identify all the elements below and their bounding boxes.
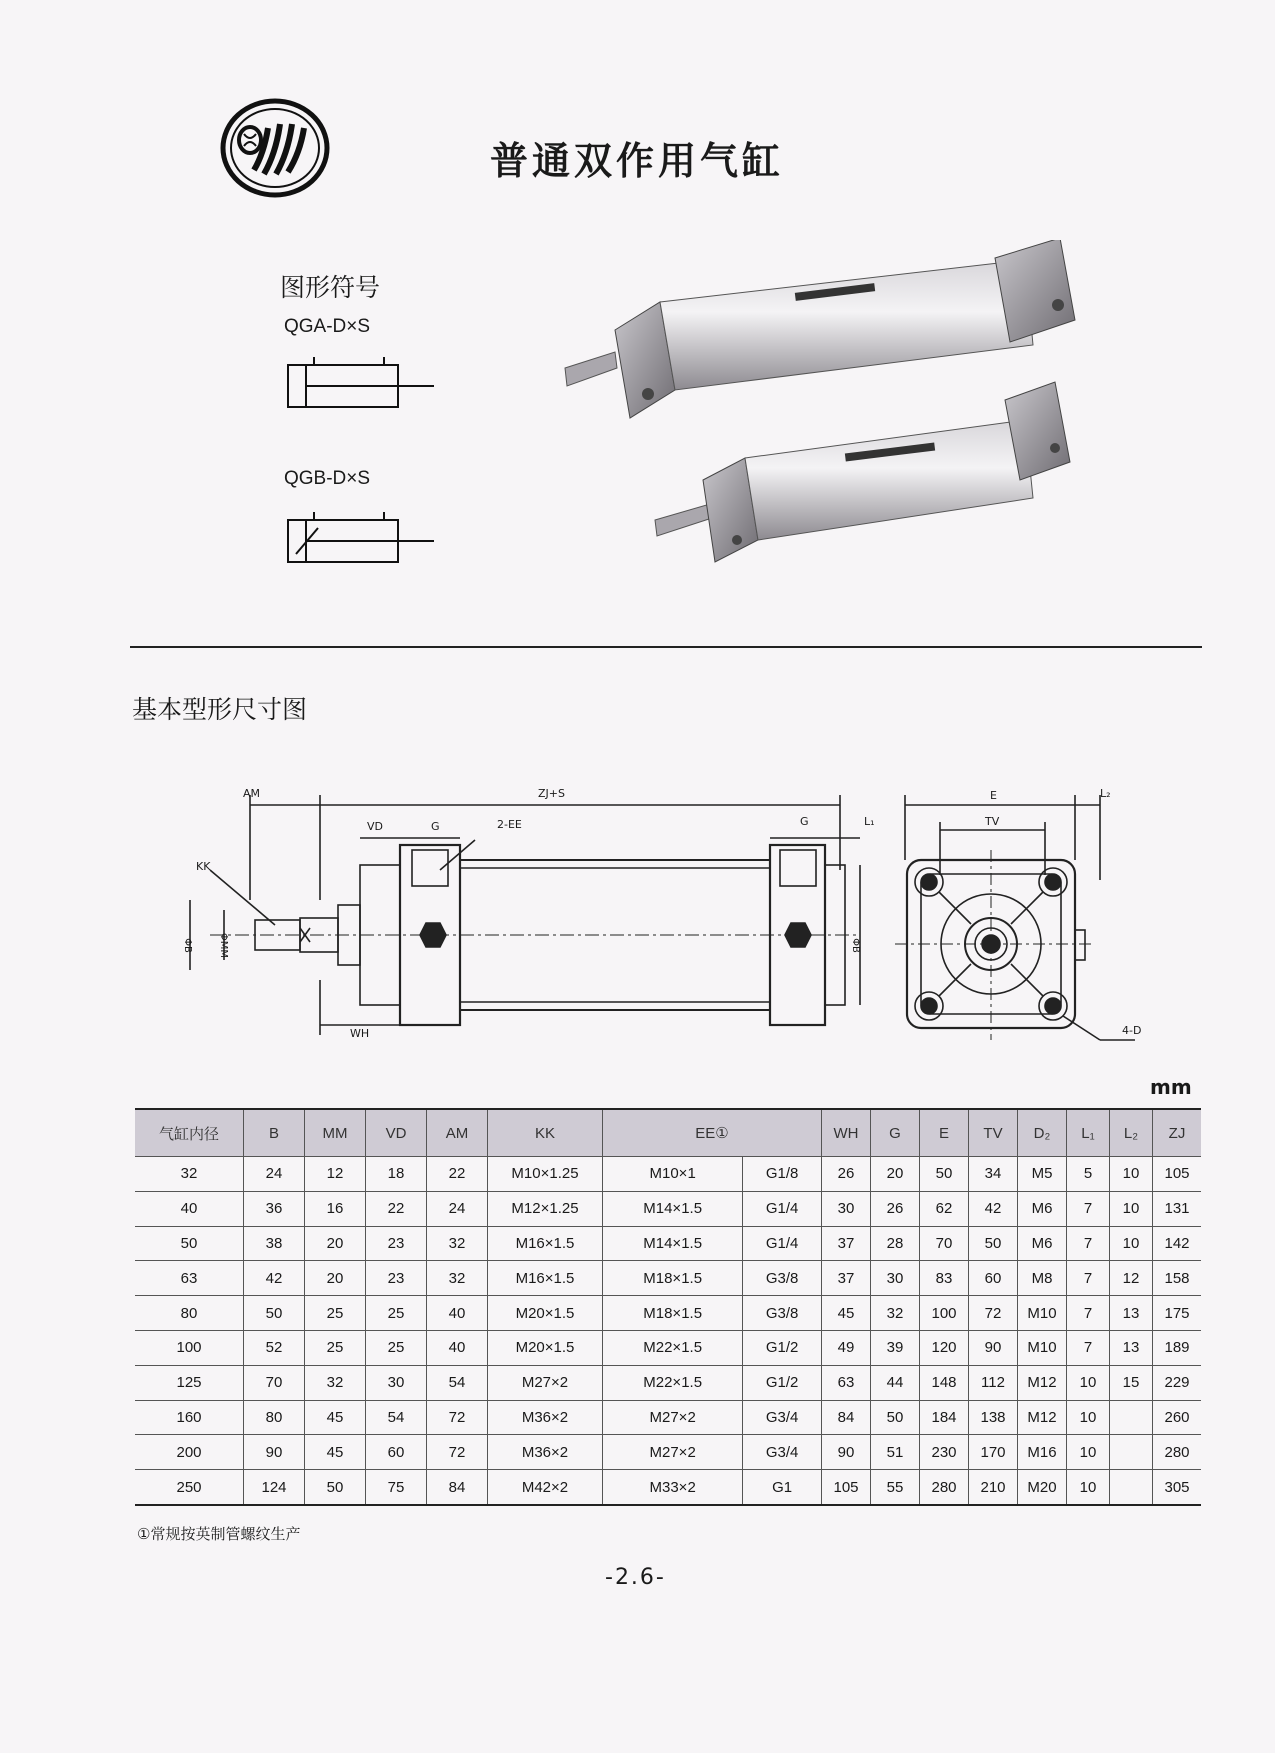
table-cell: 70 — [920, 1226, 969, 1261]
dim-e: E — [990, 789, 997, 802]
table-cell: 10 — [1067, 1400, 1110, 1435]
table-cell: 20 — [871, 1157, 920, 1192]
dim-wh: WH — [350, 1027, 370, 1040]
table-cell: 200 — [135, 1435, 244, 1470]
dim-kk: KK — [196, 860, 211, 873]
dim-phi-b-rear: ΦB — [849, 938, 861, 953]
table-row — [135, 1435, 1201, 1470]
table-cell: 7 — [1067, 1226, 1110, 1261]
table-cell: M10 — [1018, 1296, 1067, 1331]
table-cell: G3/4 — [743, 1400, 822, 1435]
table-cell: M14×1.5 — [603, 1226, 743, 1261]
table-cell: 30 — [822, 1191, 871, 1226]
dim-vd: VD — [367, 820, 383, 833]
table-cell: G3/8 — [743, 1296, 822, 1331]
table-cell: 105 — [822, 1470, 871, 1505]
table-cell: 72 — [969, 1296, 1018, 1331]
table-cell: 7 — [1067, 1261, 1110, 1296]
table-cell: 25 — [366, 1330, 427, 1365]
table-cell — [1110, 1400, 1153, 1435]
dim-2-ee: 2-EE — [497, 818, 522, 831]
table-cell: 16 — [305, 1191, 366, 1226]
dim-l2: L₂ — [1100, 787, 1111, 800]
table-cell: 36 — [244, 1191, 305, 1226]
table-cell: M27×2 — [488, 1365, 603, 1400]
table-cell: 24 — [427, 1191, 488, 1226]
dim-4-d: 4-D — [1122, 1024, 1142, 1037]
table-cell: 49 — [822, 1330, 871, 1365]
col-d2: D₂ — [1018, 1109, 1067, 1157]
table-cell: 40 — [427, 1296, 488, 1331]
table-cell: 32 — [871, 1296, 920, 1331]
table-cell: 32 — [305, 1365, 366, 1400]
table-cell: 84 — [822, 1400, 871, 1435]
table-cell: 42 — [969, 1191, 1018, 1226]
table-cell: 50 — [969, 1226, 1018, 1261]
table-cell: 184 — [920, 1400, 969, 1435]
dim-g-rear: G — [800, 815, 809, 828]
table-cell: M6 — [1018, 1226, 1067, 1261]
table-cell: M42×2 — [488, 1470, 603, 1505]
page-title: 普通双作用气缸 — [490, 139, 785, 183]
table-cell: 37 — [822, 1226, 871, 1261]
table-cell: 280 — [1153, 1435, 1202, 1470]
table-cell: 42 — [244, 1261, 305, 1296]
col-wh: WH — [822, 1109, 871, 1157]
table-cell: M12 — [1018, 1365, 1067, 1400]
symbols-heading: 图形符号 — [280, 273, 381, 302]
table-cell: 189 — [1153, 1330, 1202, 1365]
page-number: -2.6- — [605, 1565, 666, 1590]
table-cell: 170 — [969, 1435, 1018, 1470]
table-cell: G3/4 — [743, 1435, 822, 1470]
table-cell: 63 — [135, 1261, 244, 1296]
table-cell: 25 — [305, 1296, 366, 1331]
table-cell: 26 — [871, 1191, 920, 1226]
table-cell: 22 — [427, 1157, 488, 1192]
table-row — [135, 1400, 1201, 1435]
table-row — [135, 1261, 1201, 1296]
table-cell: G1/2 — [743, 1330, 822, 1365]
table-cell: 100 — [135, 1330, 244, 1365]
table-cell: M36×2 — [488, 1400, 603, 1435]
drawing-heading: 基本型形尺寸图 — [132, 695, 308, 724]
dim-phi-mm: ΦMM — [218, 932, 230, 959]
table-cell: M10×1 — [603, 1157, 743, 1192]
table-cell: 45 — [305, 1400, 366, 1435]
table-cell: 125 — [135, 1365, 244, 1400]
table-cell: M6 — [1018, 1191, 1067, 1226]
table-cell: 7 — [1067, 1330, 1110, 1365]
cylinder-product-photo — [555, 240, 1175, 580]
table-cell: M14×1.5 — [603, 1191, 743, 1226]
table-cell: 13 — [1110, 1330, 1153, 1365]
col-ee: EE① — [603, 1109, 822, 1157]
table-cell: 34 — [969, 1157, 1018, 1192]
section-divider — [130, 646, 1202, 648]
table-cell: 50 — [244, 1296, 305, 1331]
col-l1: L₁ — [1067, 1109, 1110, 1157]
table-cell: 75 — [366, 1470, 427, 1505]
table-body — [135, 1157, 1201, 1505]
table-row — [135, 1157, 1201, 1192]
table-cell: 7 — [1067, 1191, 1110, 1226]
table-cell: 39 — [871, 1330, 920, 1365]
table-cell — [1110, 1435, 1153, 1470]
table-cell: M18×1.5 — [603, 1261, 743, 1296]
table-cell: 10 — [1067, 1435, 1110, 1470]
table-cell: 5 — [1067, 1157, 1110, 1192]
company-logo — [220, 98, 330, 198]
table-cell: 50 — [920, 1157, 969, 1192]
table-cell: 30 — [871, 1261, 920, 1296]
table-cell: 23 — [366, 1261, 427, 1296]
table-cell: 54 — [366, 1400, 427, 1435]
table-cell: 55 — [871, 1470, 920, 1505]
table-cell: 7 — [1067, 1296, 1110, 1331]
table-cell: M5 — [1018, 1157, 1067, 1192]
table-cell: 131 — [1153, 1191, 1202, 1226]
table-cell: 60 — [969, 1261, 1018, 1296]
table-cell: 175 — [1153, 1296, 1202, 1331]
table-cell: 112 — [969, 1365, 1018, 1400]
table-cell: 52 — [244, 1330, 305, 1365]
table-cell: G3/8 — [743, 1261, 822, 1296]
table-cell: 25 — [366, 1296, 427, 1331]
table-cell: 40 — [427, 1330, 488, 1365]
table-cell: 80 — [135, 1296, 244, 1331]
table-cell: 105 — [1153, 1157, 1202, 1192]
dim-am: AM — [243, 787, 261, 800]
col-bore: 气缸内径 — [135, 1109, 244, 1157]
table-cell: G1/4 — [743, 1191, 822, 1226]
table-row — [135, 1296, 1201, 1331]
table-row — [135, 1330, 1201, 1365]
table-row — [135, 1191, 1201, 1226]
table-cell: 51 — [871, 1435, 920, 1470]
table-cell: 158 — [1153, 1261, 1202, 1296]
table-cell: 90 — [244, 1435, 305, 1470]
dim-tv: TV — [985, 815, 1000, 828]
table-cell: G1/8 — [743, 1157, 822, 1192]
col-l2: L₂ — [1110, 1109, 1153, 1157]
table-row — [135, 1365, 1201, 1400]
table-cell: 160 — [135, 1400, 244, 1435]
table-cell: 50 — [305, 1470, 366, 1505]
table-cell: 260 — [1153, 1400, 1202, 1435]
table-cell: 70 — [244, 1365, 305, 1400]
table-cell: 45 — [305, 1435, 366, 1470]
table-cell: 15 — [1110, 1365, 1153, 1400]
table-cell: 40 — [135, 1191, 244, 1226]
table-cell: 280 — [920, 1470, 969, 1505]
table-cell: 229 — [1153, 1365, 1202, 1400]
table-cell: 63 — [822, 1365, 871, 1400]
table-cell: 32 — [135, 1157, 244, 1192]
table-cell: 305 — [1153, 1470, 1202, 1505]
table-cell: 10 — [1067, 1365, 1110, 1400]
table-cell: 138 — [969, 1400, 1018, 1435]
table-cell: 22 — [366, 1191, 427, 1226]
col-zj: ZJ — [1153, 1109, 1202, 1157]
table-row — [135, 1470, 1201, 1505]
table-cell — [1110, 1470, 1153, 1505]
table-cell: M22×1.5 — [603, 1365, 743, 1400]
unit-label: mm — [1150, 1075, 1192, 1099]
table-cell: M12×1.25 — [488, 1191, 603, 1226]
table-cell: 54 — [427, 1365, 488, 1400]
table-cell: 72 — [427, 1400, 488, 1435]
table-cell: M12 — [1018, 1400, 1067, 1435]
table-cell: 50 — [871, 1400, 920, 1435]
table-cell: 18 — [366, 1157, 427, 1192]
table-cell: 25 — [305, 1330, 366, 1365]
table-cell: G1 — [743, 1470, 822, 1505]
table-cell: M18×1.5 — [603, 1296, 743, 1331]
table-cell: 60 — [366, 1435, 427, 1470]
table-cell: M10×1.25 — [488, 1157, 603, 1192]
table-cell: 90 — [969, 1330, 1018, 1365]
table-cell: 32 — [427, 1226, 488, 1261]
end-view-drawing — [895, 780, 1165, 1060]
col-g: G — [871, 1109, 920, 1157]
table-cell: 20 — [305, 1226, 366, 1261]
table-cell: 20 — [305, 1261, 366, 1296]
table-cell: 10 — [1110, 1157, 1153, 1192]
col-kk: KK — [488, 1109, 603, 1157]
table-cell: G1/2 — [743, 1365, 822, 1400]
table-cell: 13 — [1110, 1296, 1153, 1331]
dim-phi-b-front: ΦB — [181, 938, 193, 953]
table-cell: 24 — [244, 1157, 305, 1192]
col-am: AM — [427, 1109, 488, 1157]
table-cell: 83 — [920, 1261, 969, 1296]
col-b: B — [244, 1109, 305, 1157]
table-cell: 32 — [427, 1261, 488, 1296]
table-cell: 90 — [822, 1435, 871, 1470]
table-cell: 38 — [244, 1226, 305, 1261]
table-cell: 142 — [1153, 1226, 1202, 1261]
table-cell: M10 — [1018, 1330, 1067, 1365]
dim-g-front: G — [431, 820, 440, 833]
table-cell: 120 — [920, 1330, 969, 1365]
table-row — [135, 1226, 1201, 1261]
table-cell: M27×2 — [603, 1435, 743, 1470]
table-cell: 23 — [366, 1226, 427, 1261]
table-cell: 44 — [871, 1365, 920, 1400]
table-cell: 124 — [244, 1470, 305, 1505]
table-cell: 10 — [1110, 1191, 1153, 1226]
table-cell: M20×1.5 — [488, 1330, 603, 1365]
table-cell: 37 — [822, 1261, 871, 1296]
dim-l1: L₁ — [864, 815, 875, 828]
dim-zj-s: ZJ+S — [538, 787, 565, 800]
table-cell: M16×1.5 — [488, 1261, 603, 1296]
table-cell: M22×1.5 — [603, 1330, 743, 1365]
table-cell: 250 — [135, 1470, 244, 1505]
table-cell: M36×2 — [488, 1435, 603, 1470]
table-cell: 10 — [1110, 1226, 1153, 1261]
table-cell: 12 — [305, 1157, 366, 1192]
footnote: ①常规按英制管螺纹生产 — [137, 1525, 301, 1543]
table-cell: 28 — [871, 1226, 920, 1261]
table-cell: M16×1.5 — [488, 1226, 603, 1261]
table-cell: 62 — [920, 1191, 969, 1226]
table-cell: 12 — [1110, 1261, 1153, 1296]
table-cell: G1/4 — [743, 1226, 822, 1261]
table-cell: M33×2 — [603, 1470, 743, 1505]
symbol-qgb-diagram — [284, 510, 444, 570]
table-cell: 210 — [969, 1470, 1018, 1505]
symbol-qga-label: QGA-D×S — [284, 316, 371, 337]
table-cell: 26 — [822, 1157, 871, 1192]
table-cell: M27×2 — [603, 1400, 743, 1435]
col-vd: VD — [366, 1109, 427, 1157]
table-cell: 72 — [427, 1435, 488, 1470]
table-cell: 45 — [822, 1296, 871, 1331]
table-cell: M20×1.5 — [488, 1296, 603, 1331]
symbol-qgb-label: QGB-D×S — [284, 468, 371, 489]
table-cell: 230 — [920, 1435, 969, 1470]
table-cell: 30 — [366, 1365, 427, 1400]
table-cell: 84 — [427, 1470, 488, 1505]
symbol-qga-diagram — [284, 355, 444, 415]
table-cell: M20 — [1018, 1470, 1067, 1505]
table-cell: 100 — [920, 1296, 969, 1331]
table-cell: 148 — [920, 1365, 969, 1400]
dimension-table — [135, 1108, 1201, 1506]
col-e: E — [920, 1109, 969, 1157]
table-cell: 10 — [1067, 1470, 1110, 1505]
table-cell: 80 — [244, 1400, 305, 1435]
col-mm: MM — [305, 1109, 366, 1157]
table-cell: M8 — [1018, 1261, 1067, 1296]
table-cell: M16 — [1018, 1435, 1067, 1470]
table-cell: 50 — [135, 1226, 244, 1261]
col-tv: TV — [969, 1109, 1018, 1157]
